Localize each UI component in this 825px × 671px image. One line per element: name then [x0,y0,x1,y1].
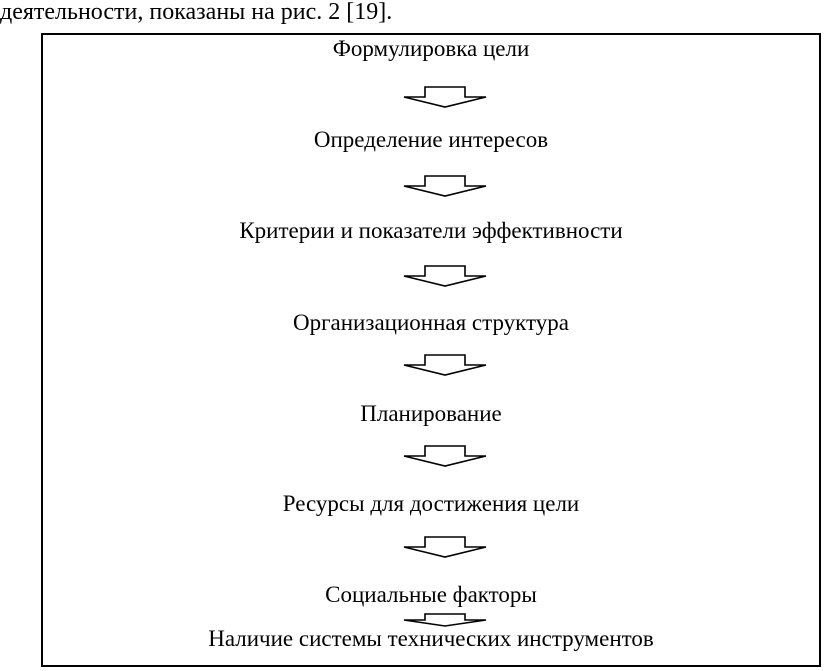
down-arrow-icon [403,354,489,376]
down-arrow-icon [403,175,489,197]
step-criteria: Критерии и показатели эффективности [239,218,623,243]
down-arrow-icon [403,86,489,108]
down-arrow-icon [403,536,489,558]
step-social-factors: Социальные факторы [325,582,537,607]
down-arrow-icon [403,613,489,627]
step-interests: Определение интересов [313,127,549,152]
down-arrow-icon [403,265,489,287]
step-resources: Ресурсы для достижения цели [282,491,580,516]
intro-text: деятельности, показаны на рис. 2 [19]. [0,0,393,25]
step-goal-formulation: Формулировка цели [332,36,530,61]
flowchart-frame [41,33,821,667]
down-arrow-icon [403,445,489,467]
step-org-structure: Организационная структура [293,310,569,335]
step-planning: Планирование [360,401,502,426]
step-technical-tools: Наличие системы технических инструментов [208,626,654,651]
